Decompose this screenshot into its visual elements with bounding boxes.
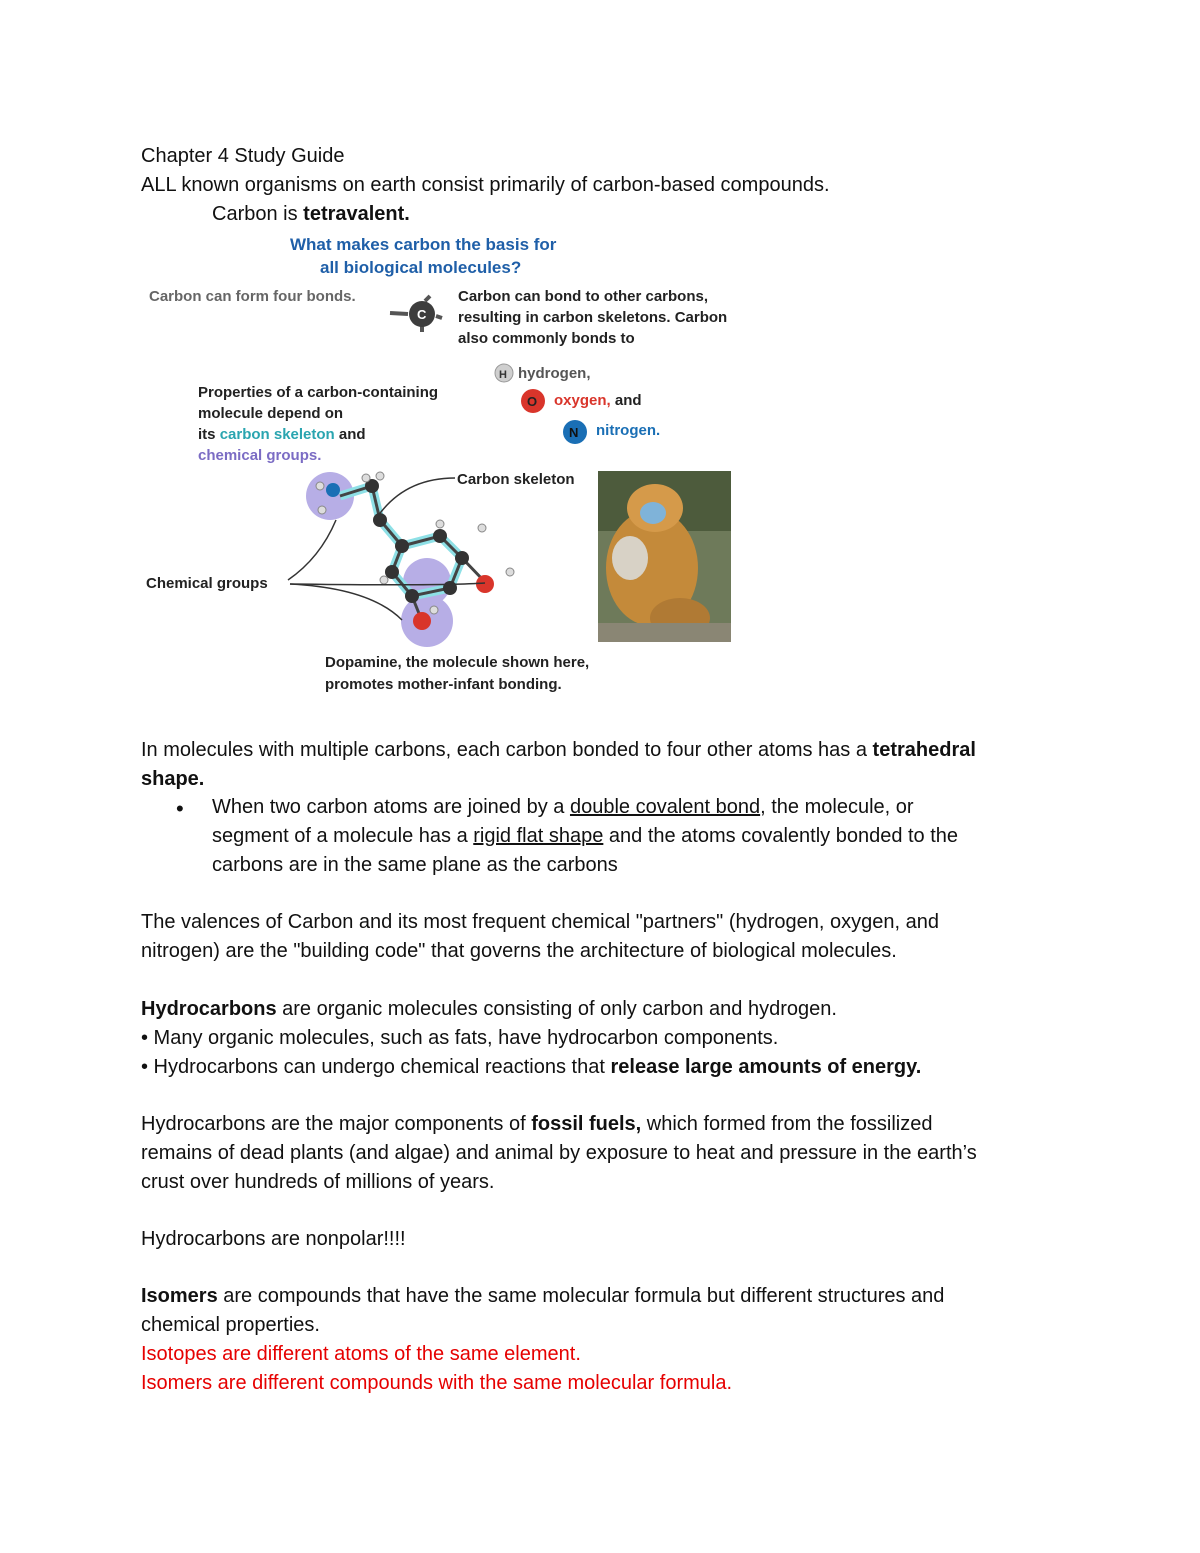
- carbon-atom-icon: [390, 296, 442, 332]
- figure-heading-1: What makes carbon the basis for: [290, 235, 557, 254]
- bullet1-line3: carbons are in the same plane as the carbons: [212, 854, 618, 876]
- para2-line2: nitrogen) are the "building code" that governs the architecture of biological molecules.: [141, 940, 897, 962]
- para4-line1: Hydrocarbons are the major components of fossil fuels, which formed from the fossilized: [141, 1113, 933, 1135]
- nitrogen-label: nitrogen.: [596, 422, 661, 439]
- props-line-4: chemical groups.: [198, 447, 322, 464]
- para5: Hydrocarbons are nonpolar!!!!: [141, 1228, 406, 1250]
- para6-line2: chemical properties.: [141, 1314, 320, 1336]
- h-atom-letter: H: [499, 369, 507, 381]
- bond-text-3: also commonly bonds to: [458, 330, 635, 347]
- props-line-3: its carbon skeleton and: [198, 426, 366, 443]
- para2-line1: The valences of Carbon and its most frequent chemical "partners" (hydrogen, oxygen, and: [141, 911, 939, 933]
- props-line-1: Properties of a carbon-containing: [198, 384, 439, 401]
- tetravalent-text: Carbon is: [212, 203, 304, 225]
- chemical-groups-label: Chemical groups: [146, 575, 268, 592]
- carbon-figure: [140, 228, 770, 708]
- oxygen-label: oxygen, and: [554, 392, 642, 409]
- bullet1-line2: segment of a molecule has a rigid flat shape and the atoms covalently bonded to the: [212, 825, 959, 847]
- dopamine-line-1: Dopamine, the molecule shown here,: [325, 654, 590, 671]
- dopamine-line-2: promotes mother-infant bonding.: [325, 676, 562, 693]
- n-atom-letter: N: [569, 425, 579, 440]
- isomers-red-line: Isomers are different compounds with the same molecular formula.: [141, 1372, 733, 1394]
- para1-line1: In molecules with multiple carbons, each carbon bonded to four other atoms has a tetrahedral: [141, 739, 976, 761]
- intro-line: ALL known organisms on earth consist primarily of carbon-based compounds.: [141, 174, 830, 196]
- para1-line2: shape.: [141, 768, 205, 790]
- hydrogen-label: hydrogen,: [518, 365, 591, 382]
- c-atom-letter: C: [417, 307, 427, 322]
- para6-line1: Isomers are compounds that have the same molecular formula but different structures and: [141, 1285, 945, 1307]
- bullet-icon: •: [176, 796, 184, 821]
- para4-line2: remains of dead plants (and algae) and animal by exposure to heat and pressure in the earth’s: [141, 1142, 977, 1164]
- carbon-skeleton-label: Carbon skeleton: [457, 471, 575, 488]
- para3-line1: Hydrocarbons are organic molecules consisting of only carbon and hydrogen.: [141, 998, 837, 1020]
- four-bonds-label: Carbon can form four bonds.: [149, 288, 356, 305]
- bond-text-1: Carbon can bond to other carbons,: [458, 288, 709, 305]
- o-atom-letter: O: [527, 394, 538, 409]
- props-line-2: molecule depend on: [198, 405, 344, 422]
- tetravalent-bold: tetravalent.: [303, 203, 410, 225]
- isotopes-red-line: Isotopes are different atoms of the same element.: [141, 1343, 581, 1365]
- para3-bullet1: • Many organic molecules, such as fats, have hydrocarbon components.: [141, 1027, 779, 1049]
- figure-heading-2: all biological molecules?: [320, 258, 522, 277]
- para4-line3: crust over hundreds of millions of years.: [141, 1171, 495, 1193]
- bullet1-line1: When two carbon atoms are joined by a double covalent bond, the molecule, or: [212, 796, 914, 818]
- tetravalent-line: [212, 200, 410, 229]
- monkey-photo: [598, 471, 731, 642]
- bond-text-2: resulting in carbon skeletons. Carbon: [458, 309, 728, 326]
- para3-bullet2: • Hydrocarbons can undergo chemical reactions that release large amounts of energy.: [141, 1056, 922, 1078]
- dopamine-molecule-icon: [288, 472, 514, 647]
- doc-title: Chapter 4 Study Guide: [141, 145, 345, 167]
